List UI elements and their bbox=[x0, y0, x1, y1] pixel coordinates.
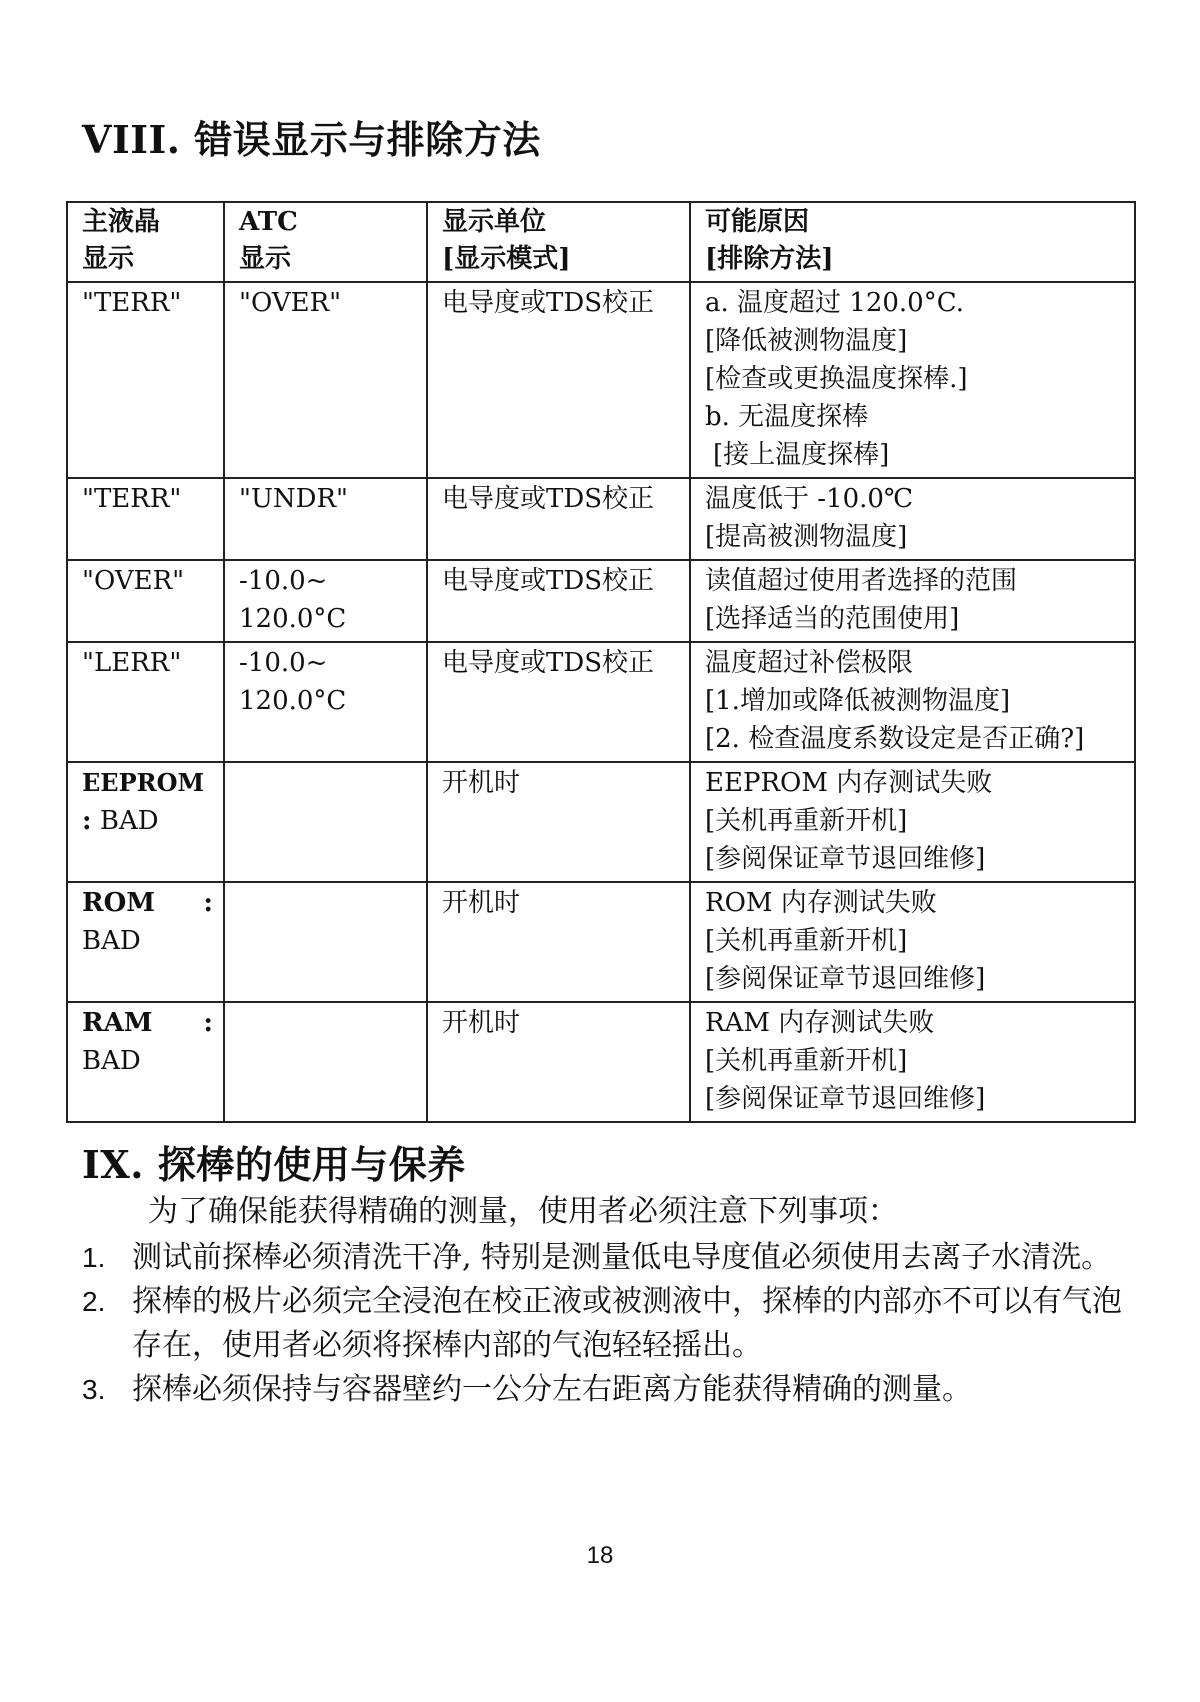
table-row bbox=[67, 642, 1135, 762]
cell-atc-display: -10.0~ 120.0°C bbox=[224, 560, 427, 642]
section-8-title: VIII. 错误显示与排除方法 bbox=[82, 117, 541, 162]
list-item-number: 2. bbox=[82, 1286, 106, 1317]
error-display-table bbox=[66, 201, 1136, 1123]
header-main-display: 主液晶 显示 bbox=[67, 202, 224, 282]
cell-main-display: RAM : BAD bbox=[67, 1002, 224, 1122]
cell-atc-display: -10.0~ 120.0°C bbox=[224, 642, 427, 762]
cell-display-unit: 电导度或TDS校正 bbox=[427, 642, 690, 762]
cell-atc-display bbox=[224, 1002, 427, 1122]
list-item bbox=[82, 1368, 1132, 1412]
cell-possible-cause: 温度低于 -10.0℃ [提高被测物温度] bbox=[690, 478, 1135, 560]
page-number: 18 bbox=[586, 1542, 614, 1569]
probe-care-list bbox=[82, 1236, 1132, 1412]
table-row bbox=[67, 882, 1135, 1002]
table-header-row bbox=[67, 202, 1135, 282]
cell-display-unit: 电导度或TDS校正 bbox=[427, 478, 690, 560]
header-display-unit: 显示单位 [显示模式] bbox=[427, 202, 690, 282]
cell-display-unit: 电导度或TDS校正 bbox=[427, 560, 690, 642]
list-item-number: 3. bbox=[82, 1374, 106, 1405]
cell-main-display: "TERR" bbox=[67, 478, 224, 560]
table-row bbox=[67, 282, 1135, 478]
cell-display-unit: 电导度或TDS校正 bbox=[427, 282, 690, 478]
list-item-text: 探棒必须保持与容器壁约一公分左右距离方能获得精确的测量。 bbox=[132, 1372, 972, 1407]
list-item-text: 测试前探棒必须清洗干净, 特别是测量低电导度值必须使用去离子水清洗。 bbox=[132, 1240, 1112, 1275]
cell-main-display: "TERR" bbox=[67, 282, 224, 478]
section-9-title: IX. 探棒的使用与保养 bbox=[82, 1142, 466, 1187]
cell-atc-display: "OVER" bbox=[224, 282, 427, 478]
cell-main-display: "LERR" bbox=[67, 642, 224, 762]
cell-possible-cause: 读值超过使用者选择的范围 [选择适当的范围使用] bbox=[690, 560, 1135, 642]
cell-possible-cause: ROM 内存测试失败 [关机再重新开机] [参阅保证章节退回维修] bbox=[690, 882, 1135, 1002]
cell-main-display: ROM : BAD bbox=[67, 882, 224, 1002]
cell-atc-display bbox=[224, 882, 427, 1002]
list-item bbox=[82, 1280, 1132, 1368]
table-row bbox=[67, 762, 1135, 882]
header-possible-cause: 可能原因 [排除方法] bbox=[690, 202, 1135, 282]
list-item-number: 1. bbox=[82, 1242, 106, 1273]
cell-display-unit: 开机时 bbox=[427, 762, 690, 882]
cell-atc-display: "UNDR" bbox=[224, 478, 427, 560]
cell-main-display: "OVER" bbox=[67, 560, 224, 642]
cell-possible-cause: 温度超过补偿极限 [1.增加或降低被测物温度] [2. 检查温度系数设定是否正确?] bbox=[690, 642, 1135, 762]
list-item-text: 探棒的极片必须完全浸泡在校正液或被测液中，探棒的内部亦不可以有气泡存在，使用者必须将探棒内部的气泡轻轻摇出。 bbox=[132, 1284, 1122, 1363]
cell-display-unit: 开机时 bbox=[427, 882, 690, 1002]
cell-display-unit: 开机时 bbox=[427, 1002, 690, 1122]
cell-possible-cause: a. 温度超过 120.0°C. [降低被测物温度] [检查或更换温度探棒.] b. 无温度探棒 [接上温度探棒] bbox=[690, 282, 1135, 478]
cell-atc-display bbox=[224, 762, 427, 882]
cell-possible-cause: RAM 内存测试失败 [关机再重新开机] [参阅保证章节退回维修] bbox=[690, 1002, 1135, 1122]
section-9-intro: 为了确保能获得精确的测量，使用者必须注意下列事项： bbox=[148, 1194, 898, 1229]
table-row bbox=[67, 560, 1135, 642]
table-row bbox=[67, 478, 1135, 560]
table-row bbox=[67, 1002, 1135, 1122]
list-item bbox=[82, 1236, 1132, 1280]
header-atc-display: ATC 显示 bbox=[224, 202, 427, 282]
cell-possible-cause: EEPROM 内存测试失败 [关机再重新开机] [参阅保证章节退回维修] bbox=[690, 762, 1135, 882]
cell-main-display: EEPROM : BAD bbox=[67, 762, 224, 882]
